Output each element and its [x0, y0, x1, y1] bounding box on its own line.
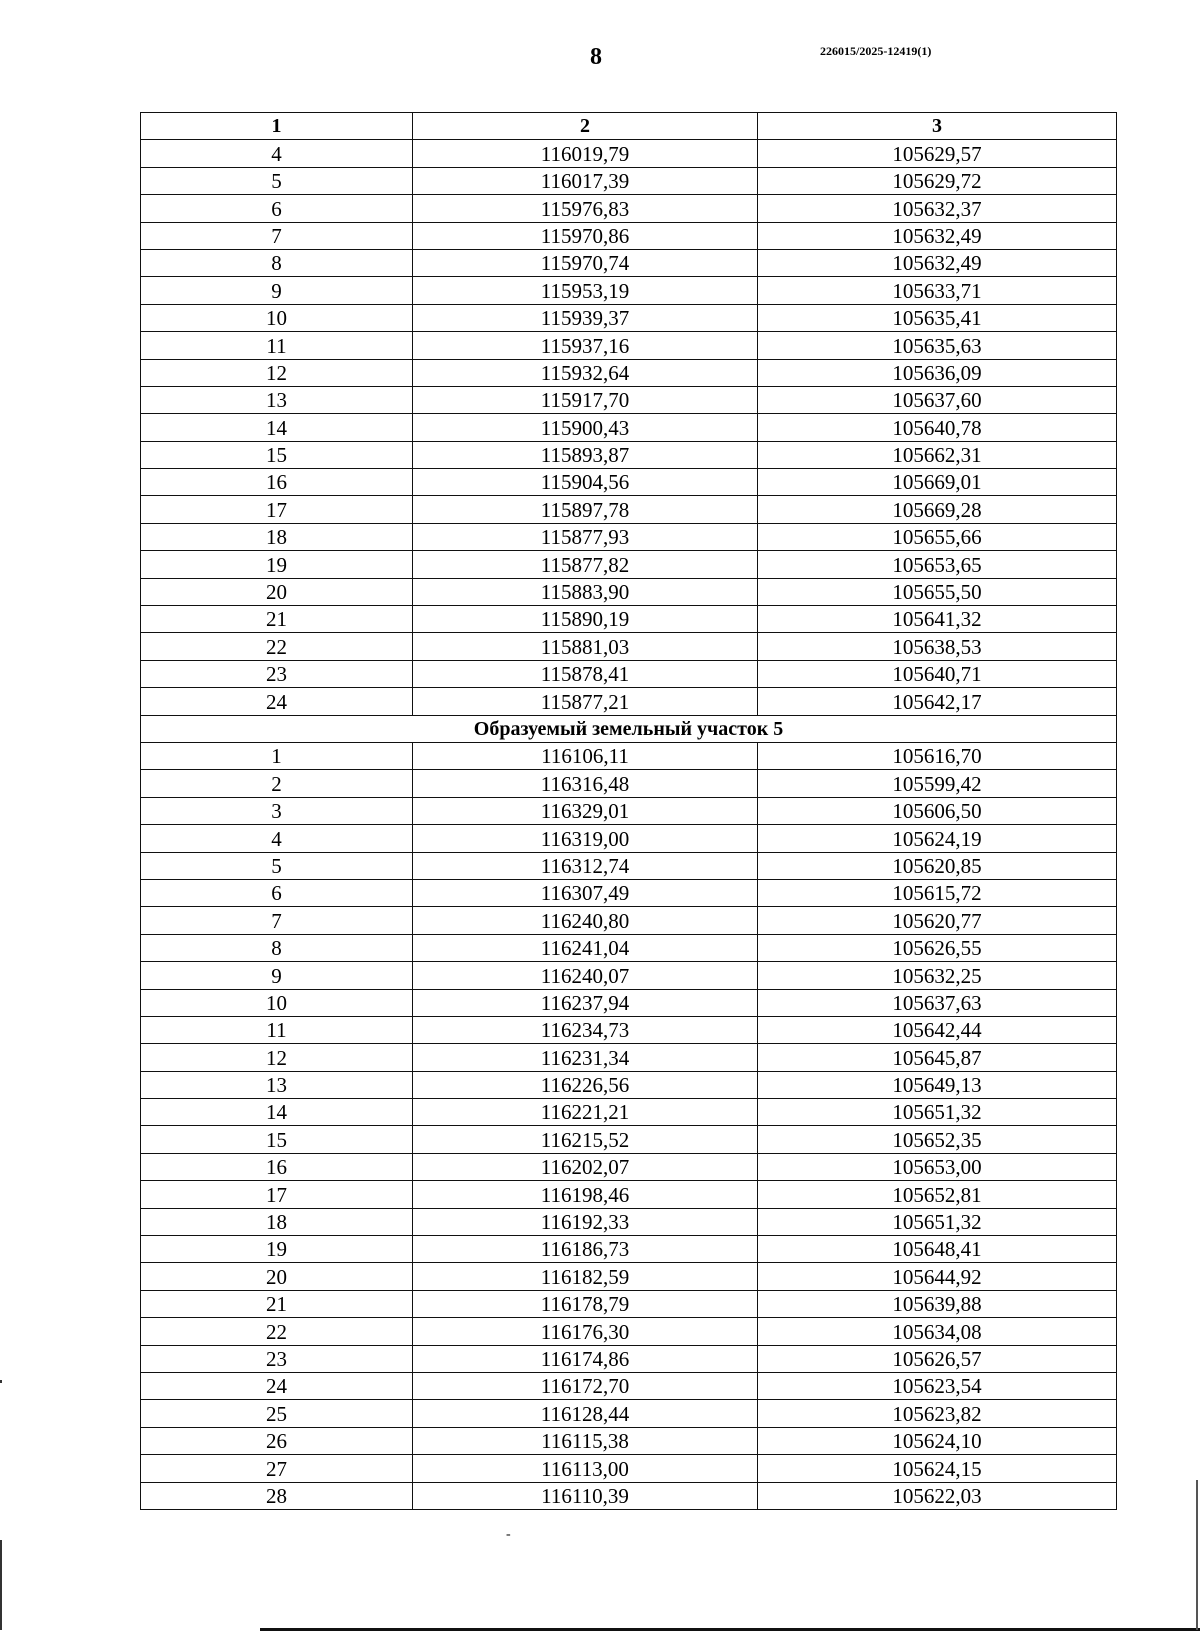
y-coordinate-cell: 105599,42 [758, 770, 1117, 797]
point-number-cell: 17 [141, 496, 413, 523]
column-header: 1 [141, 113, 413, 140]
x-coordinate-cell: 115883,90 [413, 578, 758, 605]
x-coordinate-cell: 116221,21 [413, 1099, 758, 1126]
table-row [141, 441, 1117, 468]
point-number-cell: 18 [141, 523, 413, 550]
x-coordinate-cell: 115878,41 [413, 660, 758, 687]
point-number-cell: 19 [141, 1236, 413, 1263]
x-coordinate-cell: 115877,21 [413, 688, 758, 715]
point-number-cell: 28 [141, 1482, 413, 1509]
point-number-cell: 11 [141, 1016, 413, 1043]
x-coordinate-cell: 115939,37 [413, 304, 758, 331]
table-row [141, 1044, 1117, 1071]
y-coordinate-cell: 105634,08 [758, 1318, 1117, 1345]
point-number-cell: 21 [141, 606, 413, 633]
x-coordinate-cell: 115897,78 [413, 496, 758, 523]
x-coordinate-cell: 116128,44 [413, 1400, 758, 1427]
table-row [141, 551, 1117, 578]
table-row [141, 770, 1117, 797]
y-coordinate-cell: 105644,92 [758, 1263, 1117, 1290]
point-number-cell: 15 [141, 1126, 413, 1153]
x-coordinate-cell: 116106,11 [413, 742, 758, 769]
table-row [141, 1208, 1117, 1235]
point-number-cell: 27 [141, 1455, 413, 1482]
scan-margin-mark [0, 1540, 2, 1630]
table-row [141, 934, 1117, 961]
y-coordinate-cell: 105620,77 [758, 907, 1117, 934]
point-number-cell: 24 [141, 688, 413, 715]
table-row [141, 688, 1117, 715]
x-coordinate-cell: 116215,52 [413, 1126, 758, 1153]
scan-margin-mark [1196, 1480, 1198, 1630]
table-row [141, 660, 1117, 687]
table-row [141, 825, 1117, 852]
x-coordinate-cell: 116316,48 [413, 770, 758, 797]
y-coordinate-cell: 105635,41 [758, 304, 1117, 331]
table-row [141, 469, 1117, 496]
page-number: 8 [590, 44, 602, 70]
x-coordinate-cell: 116115,38 [413, 1427, 758, 1454]
x-coordinate-cell: 115953,19 [413, 277, 758, 304]
point-number-cell: 16 [141, 1153, 413, 1180]
y-coordinate-cell: 105637,60 [758, 386, 1117, 413]
y-coordinate-cell: 105649,13 [758, 1071, 1117, 1098]
table-row [141, 1126, 1117, 1153]
x-coordinate-cell: 116240,80 [413, 907, 758, 934]
point-number-cell: 21 [141, 1290, 413, 1317]
point-number-cell: 10 [141, 989, 413, 1016]
point-number-cell: 24 [141, 1372, 413, 1399]
point-number-cell: 14 [141, 414, 413, 441]
point-number-cell: 5 [141, 167, 413, 194]
point-number-cell: 4 [141, 140, 413, 167]
x-coordinate-cell: 116226,56 [413, 1071, 758, 1098]
point-number-cell: 12 [141, 1044, 413, 1071]
y-coordinate-cell: 105632,49 [758, 249, 1117, 276]
scan-margin-mark [0, 1380, 2, 1383]
point-number-cell: 8 [141, 249, 413, 276]
table-row [141, 1071, 1117, 1098]
y-coordinate-cell: 105669,01 [758, 469, 1117, 496]
table-row [141, 332, 1117, 359]
x-coordinate-cell: 115937,16 [413, 332, 758, 359]
table-row [141, 989, 1117, 1016]
x-coordinate-cell: 116329,01 [413, 797, 758, 824]
table-row [141, 1455, 1117, 1482]
section-row [141, 715, 1117, 742]
coordinates-table [140, 112, 1117, 1510]
x-coordinate-cell: 116110,39 [413, 1482, 758, 1509]
x-coordinate-cell: 116182,59 [413, 1263, 758, 1290]
y-coordinate-cell: 105633,71 [758, 277, 1117, 304]
y-coordinate-cell: 105642,44 [758, 1016, 1117, 1043]
point-number-cell: 6 [141, 879, 413, 906]
y-coordinate-cell: 105606,50 [758, 797, 1117, 824]
y-coordinate-cell: 105642,17 [758, 688, 1117, 715]
y-coordinate-cell: 105652,81 [758, 1181, 1117, 1208]
table-row [141, 277, 1117, 304]
point-number-cell: 20 [141, 578, 413, 605]
column-header: 3 [758, 113, 1117, 140]
point-number-cell: 23 [141, 660, 413, 687]
y-coordinate-cell: 105669,28 [758, 496, 1117, 523]
y-coordinate-cell: 105651,32 [758, 1099, 1117, 1126]
document-id: 226015/2025-12419(1) [820, 44, 932, 58]
table-row [141, 1427, 1117, 1454]
table-row [141, 167, 1117, 194]
x-coordinate-cell: 116237,94 [413, 989, 758, 1016]
point-number-cell: 20 [141, 1263, 413, 1290]
y-coordinate-cell: 105645,87 [758, 1044, 1117, 1071]
table-row [141, 1153, 1117, 1180]
y-coordinate-cell: 105622,03 [758, 1482, 1117, 1509]
x-coordinate-cell: 115890,19 [413, 606, 758, 633]
x-coordinate-cell: 115970,74 [413, 249, 758, 276]
table-row [141, 1318, 1117, 1345]
x-coordinate-cell: 116174,86 [413, 1345, 758, 1372]
y-coordinate-cell: 105624,19 [758, 825, 1117, 852]
x-coordinate-cell: 116202,07 [413, 1153, 758, 1180]
point-number-cell: 13 [141, 1071, 413, 1098]
table-row [141, 1016, 1117, 1043]
y-coordinate-cell: 105640,71 [758, 660, 1117, 687]
table-row [141, 633, 1117, 660]
y-coordinate-cell: 105655,50 [758, 578, 1117, 605]
point-number-cell: 4 [141, 825, 413, 852]
table-row [141, 852, 1117, 879]
scan-edge-line [260, 1628, 1200, 1631]
point-number-cell: 6 [141, 195, 413, 222]
table-row [141, 907, 1117, 934]
point-number-cell: 5 [141, 852, 413, 879]
table-row [141, 797, 1117, 824]
x-coordinate-cell: 115970,86 [413, 222, 758, 249]
y-coordinate-cell: 105629,72 [758, 167, 1117, 194]
point-number-cell: 18 [141, 1208, 413, 1235]
x-coordinate-cell: 116231,34 [413, 1044, 758, 1071]
point-number-cell: 11 [141, 332, 413, 359]
x-coordinate-cell: 115893,87 [413, 441, 758, 468]
y-coordinate-cell: 105653,00 [758, 1153, 1117, 1180]
x-coordinate-cell: 116176,30 [413, 1318, 758, 1345]
y-coordinate-cell: 105629,57 [758, 140, 1117, 167]
section-title: Образуемый земельный участок 5 [141, 715, 1117, 742]
y-coordinate-cell: 105632,49 [758, 222, 1117, 249]
x-coordinate-cell: 116319,00 [413, 825, 758, 852]
point-number-cell: 7 [141, 907, 413, 934]
point-number-cell: 7 [141, 222, 413, 249]
table-row [141, 523, 1117, 550]
point-number-cell: 9 [141, 277, 413, 304]
y-coordinate-cell: 105662,31 [758, 441, 1117, 468]
x-coordinate-cell: 116234,73 [413, 1016, 758, 1043]
y-coordinate-cell: 105626,57 [758, 1345, 1117, 1372]
table-row [141, 742, 1117, 769]
y-coordinate-cell: 105623,54 [758, 1372, 1117, 1399]
table-row [141, 140, 1117, 167]
table-row [141, 249, 1117, 276]
y-coordinate-cell: 105648,41 [758, 1236, 1117, 1263]
table-row [141, 1236, 1117, 1263]
table-row [141, 222, 1117, 249]
x-coordinate-cell: 115932,64 [413, 359, 758, 386]
y-coordinate-cell: 105651,32 [758, 1208, 1117, 1235]
table-row [141, 1290, 1117, 1317]
y-coordinate-cell: 105632,25 [758, 962, 1117, 989]
x-coordinate-cell: 115904,56 [413, 469, 758, 496]
point-number-cell: 19 [141, 551, 413, 578]
point-number-cell: 13 [141, 386, 413, 413]
y-coordinate-cell: 105635,63 [758, 332, 1117, 359]
table-row [141, 195, 1117, 222]
point-number-cell: 1 [141, 742, 413, 769]
y-coordinate-cell: 105640,78 [758, 414, 1117, 441]
x-coordinate-cell: 115917,70 [413, 386, 758, 413]
point-number-cell: 3 [141, 797, 413, 824]
y-coordinate-cell: 105623,82 [758, 1400, 1117, 1427]
x-coordinate-cell: 116113,00 [413, 1455, 758, 1482]
x-coordinate-cell: 116017,39 [413, 167, 758, 194]
table-row [141, 386, 1117, 413]
y-coordinate-cell: 105615,72 [758, 879, 1117, 906]
column-header: 2 [413, 113, 758, 140]
table-row [141, 359, 1117, 386]
y-coordinate-cell: 105637,63 [758, 989, 1117, 1016]
y-coordinate-cell: 105638,53 [758, 633, 1117, 660]
point-number-cell: 22 [141, 633, 413, 660]
table-row [141, 1181, 1117, 1208]
point-number-cell: 17 [141, 1181, 413, 1208]
y-coordinate-cell: 105652,35 [758, 1126, 1117, 1153]
table-row [141, 578, 1117, 605]
x-coordinate-cell: 116307,49 [413, 879, 758, 906]
y-coordinate-cell: 105624,15 [758, 1455, 1117, 1482]
point-number-cell: 15 [141, 441, 413, 468]
x-coordinate-cell: 116240,07 [413, 962, 758, 989]
x-coordinate-cell: 116019,79 [413, 140, 758, 167]
point-number-cell: 10 [141, 304, 413, 331]
point-number-cell: 23 [141, 1345, 413, 1372]
x-coordinate-cell: 116178,79 [413, 1290, 758, 1317]
x-coordinate-cell: 115877,82 [413, 551, 758, 578]
x-coordinate-cell: 116312,74 [413, 852, 758, 879]
point-number-cell: 9 [141, 962, 413, 989]
table-row [141, 606, 1117, 633]
x-coordinate-cell: 116198,46 [413, 1181, 758, 1208]
y-coordinate-cell: 105639,88 [758, 1290, 1117, 1317]
point-number-cell: 2 [141, 770, 413, 797]
table-row [141, 1099, 1117, 1126]
y-coordinate-cell: 105632,37 [758, 195, 1117, 222]
y-coordinate-cell: 105626,55 [758, 934, 1117, 961]
table-row [141, 1345, 1117, 1372]
point-number-cell: 12 [141, 359, 413, 386]
point-number-cell: 25 [141, 1400, 413, 1427]
table-row [141, 962, 1117, 989]
table-row [141, 879, 1117, 906]
y-coordinate-cell: 105636,09 [758, 359, 1117, 386]
x-coordinate-cell: 116241,04 [413, 934, 758, 961]
point-number-cell: 8 [141, 934, 413, 961]
table-row [141, 1400, 1117, 1427]
x-coordinate-cell: 116186,73 [413, 1236, 758, 1263]
y-coordinate-cell: 105655,66 [758, 523, 1117, 550]
y-coordinate-cell: 105653,65 [758, 551, 1117, 578]
y-coordinate-cell: 105620,85 [758, 852, 1117, 879]
table-header-row [141, 113, 1117, 140]
table-row [141, 304, 1117, 331]
x-coordinate-cell: 115900,43 [413, 414, 758, 441]
table-row [141, 496, 1117, 523]
y-coordinate-cell: 105641,32 [758, 606, 1117, 633]
table-row [141, 1263, 1117, 1290]
point-number-cell: 22 [141, 1318, 413, 1345]
x-coordinate-cell: 115881,03 [413, 633, 758, 660]
point-number-cell: 14 [141, 1099, 413, 1126]
x-coordinate-cell: 115877,93 [413, 523, 758, 550]
scan-mark: - [506, 1527, 511, 1542]
table-row [141, 1482, 1117, 1509]
y-coordinate-cell: 105616,70 [758, 742, 1117, 769]
y-coordinate-cell: 105624,10 [758, 1427, 1117, 1454]
x-coordinate-cell: 116172,70 [413, 1372, 758, 1399]
table-row [141, 414, 1117, 441]
point-number-cell: 16 [141, 469, 413, 496]
point-number-cell: 26 [141, 1427, 413, 1454]
x-coordinate-cell: 116192,33 [413, 1208, 758, 1235]
table-row [141, 1372, 1117, 1399]
x-coordinate-cell: 115976,83 [413, 195, 758, 222]
